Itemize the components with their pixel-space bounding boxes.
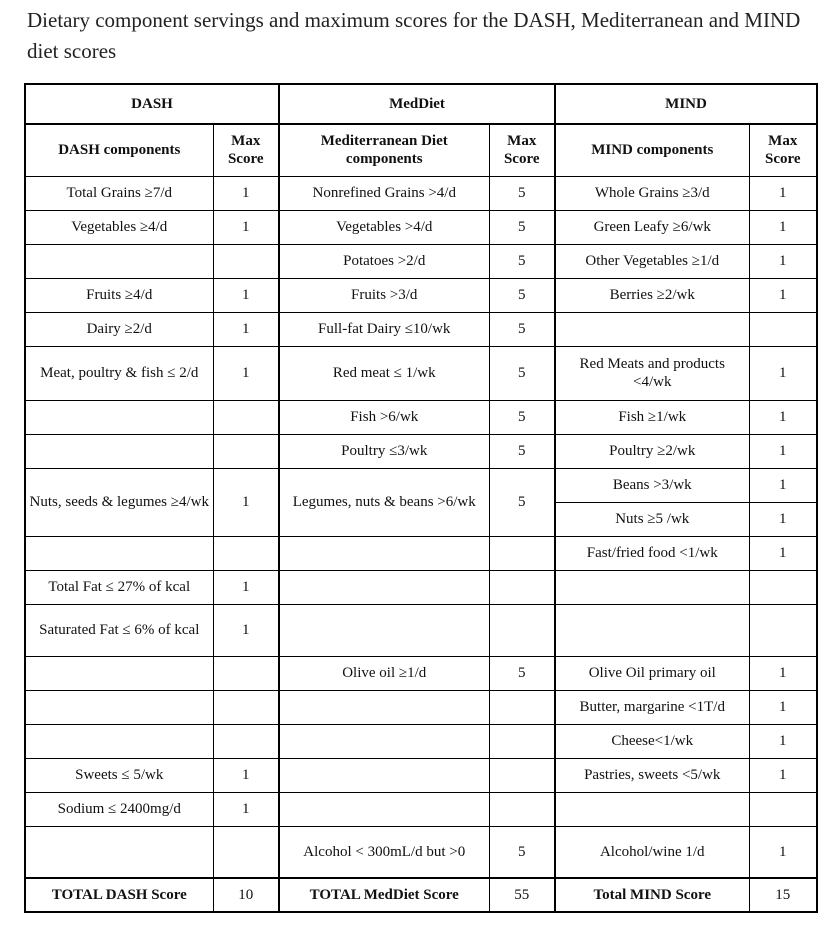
table-row bbox=[25, 400, 817, 434]
med-component bbox=[279, 724, 489, 758]
total-med-value: 55 bbox=[489, 878, 555, 912]
mind-max-score: 1 bbox=[749, 656, 817, 690]
dash-max-score bbox=[213, 724, 279, 758]
med-max-score-header: Max Score bbox=[489, 124, 555, 176]
med-max-score: 5 bbox=[489, 826, 555, 878]
table-row bbox=[25, 244, 817, 278]
mind-max-score: 1 bbox=[749, 758, 817, 792]
dash-max-score: 1 bbox=[213, 210, 279, 244]
med-component: Full-fat Dairy ≤10/wk bbox=[279, 312, 489, 346]
dash-component bbox=[25, 724, 213, 758]
med-max-score bbox=[489, 792, 555, 826]
med-component: Nonrefined Grains >4/d bbox=[279, 176, 489, 210]
med-max-score bbox=[489, 690, 555, 724]
dash-max-score: 1 bbox=[213, 604, 279, 656]
med-max-score: 5 bbox=[489, 346, 555, 400]
med-component bbox=[279, 792, 489, 826]
dash-component: Saturated Fat ≤ 6% of kcal bbox=[25, 604, 213, 656]
mind-component: Alcohol/wine 1/d bbox=[555, 826, 749, 878]
mind-component: Nuts ≥5 /wk bbox=[555, 502, 749, 536]
total-med-label: TOTAL MedDiet Score bbox=[279, 878, 489, 912]
dash-max-score bbox=[213, 536, 279, 570]
table-row bbox=[25, 210, 817, 244]
column-header-row bbox=[25, 124, 817, 176]
dash-components-header: DASH components bbox=[25, 124, 213, 176]
dash-max-score: 1 bbox=[213, 346, 279, 400]
mind-component bbox=[555, 604, 749, 656]
mind-component: Whole Grains ≥3/d bbox=[555, 176, 749, 210]
med-max-score: 5 bbox=[489, 176, 555, 210]
med-component bbox=[279, 570, 489, 604]
mind-component: Other Vegetables ≥1/d bbox=[555, 244, 749, 278]
mind-component: Pastries, sweets <5/wk bbox=[555, 758, 749, 792]
med-component: Potatoes >2/d bbox=[279, 244, 489, 278]
med-components-header: Mediterranean Diet components bbox=[279, 124, 489, 176]
dash-max-score: 1 bbox=[213, 176, 279, 210]
table-row bbox=[25, 278, 817, 312]
mind-component: Cheese<1/wk bbox=[555, 724, 749, 758]
mind-max-score bbox=[749, 604, 817, 656]
mind-max-score: 1 bbox=[749, 724, 817, 758]
mind-max-score: 1 bbox=[749, 690, 817, 724]
dash-max-score bbox=[213, 826, 279, 878]
mind-max-score bbox=[749, 570, 817, 604]
dash-max-score bbox=[213, 656, 279, 690]
mind-component: Red Meats and products <4/wk bbox=[555, 346, 749, 400]
table-row bbox=[25, 690, 817, 724]
mind-component: Fast/fried food <1/wk bbox=[555, 536, 749, 570]
mind-max-score: 1 bbox=[749, 400, 817, 434]
med-max-score: 5 bbox=[489, 312, 555, 346]
diet-scores-table bbox=[24, 83, 818, 913]
mind-max-score: 1 bbox=[749, 210, 817, 244]
med-max-score bbox=[489, 758, 555, 792]
mind-max-score: 1 bbox=[749, 502, 817, 536]
mind-component bbox=[555, 570, 749, 604]
dash-max-score-header: Max Score bbox=[213, 124, 279, 176]
table-row bbox=[25, 312, 817, 346]
dash-component: Total Fat ≤ 27% of kcal bbox=[25, 570, 213, 604]
med-max-score: 5 bbox=[489, 434, 555, 468]
mind-component: Olive Oil primary oil bbox=[555, 656, 749, 690]
table-row bbox=[25, 346, 817, 400]
group-header-mind: MIND bbox=[555, 84, 817, 124]
dash-max-score: 1 bbox=[213, 312, 279, 346]
mind-component: Butter, margarine <1T/d bbox=[555, 690, 749, 724]
dash-component: Meat, poultry & fish ≤ 2/d bbox=[25, 346, 213, 400]
med-max-score bbox=[489, 724, 555, 758]
table-row bbox=[25, 604, 817, 656]
mind-component bbox=[555, 312, 749, 346]
table-row bbox=[25, 176, 817, 210]
mind-max-score bbox=[749, 312, 817, 346]
dash-component bbox=[25, 690, 213, 724]
med-component: Fish >6/wk bbox=[279, 400, 489, 434]
mind-max-score: 1 bbox=[749, 278, 817, 312]
mind-component: Fish ≥1/wk bbox=[555, 400, 749, 434]
table-row bbox=[25, 570, 817, 604]
med-max-score: 5 bbox=[489, 400, 555, 434]
dash-component: Total Grains ≥7/d bbox=[25, 176, 213, 210]
dash-component bbox=[25, 434, 213, 468]
total-dash-value: 10 bbox=[213, 878, 279, 912]
table-row bbox=[25, 758, 817, 792]
med-component bbox=[279, 604, 489, 656]
mind-component: Beans >3/wk bbox=[555, 468, 749, 502]
med-component bbox=[279, 690, 489, 724]
group-header-dash: DASH bbox=[25, 84, 279, 124]
dash-component bbox=[25, 826, 213, 878]
med-component: Fruits >3/d bbox=[279, 278, 489, 312]
med-max-score bbox=[489, 570, 555, 604]
table-caption: Dietary component servings and maximum scores for the DASH, Mediterranean and MIND diet scores bbox=[27, 8, 801, 63]
group-header-row bbox=[25, 84, 817, 124]
med-component: Legumes, nuts & beans >6/wk bbox=[279, 468, 489, 536]
mind-component: Poultry ≥2/wk bbox=[555, 434, 749, 468]
dash-component: Nuts, seeds & legumes ≥4/wk bbox=[25, 468, 213, 536]
mind-max-score: 1 bbox=[749, 244, 817, 278]
med-max-score: 5 bbox=[489, 210, 555, 244]
med-component: Olive oil ≥1/d bbox=[279, 656, 489, 690]
mind-component: Green Leafy ≥6/wk bbox=[555, 210, 749, 244]
dash-component bbox=[25, 400, 213, 434]
dash-component: Dairy ≥2/d bbox=[25, 312, 213, 346]
dash-component: Sweets ≤ 5/wk bbox=[25, 758, 213, 792]
med-max-score: 5 bbox=[489, 468, 555, 536]
mind-max-score: 1 bbox=[749, 536, 817, 570]
med-max-score bbox=[489, 604, 555, 656]
total-mind-label: Total MIND Score bbox=[555, 878, 749, 912]
med-component bbox=[279, 758, 489, 792]
dash-component bbox=[25, 244, 213, 278]
dash-component bbox=[25, 656, 213, 690]
dash-component: Sodium ≤ 2400mg/d bbox=[25, 792, 213, 826]
mind-max-score: 1 bbox=[749, 176, 817, 210]
dash-max-score: 1 bbox=[213, 468, 279, 536]
mind-component bbox=[555, 792, 749, 826]
mind-max-score-header: Max Score bbox=[749, 124, 817, 176]
dash-max-score bbox=[213, 690, 279, 724]
med-max-score: 5 bbox=[489, 278, 555, 312]
dash-max-score: 1 bbox=[213, 792, 279, 826]
total-dash-label: TOTAL DASH Score bbox=[25, 878, 213, 912]
med-max-score: 5 bbox=[489, 656, 555, 690]
table-row bbox=[25, 792, 817, 826]
med-component: Vegetables >4/d bbox=[279, 210, 489, 244]
dash-component: Fruits ≥4/d bbox=[25, 278, 213, 312]
med-component bbox=[279, 536, 489, 570]
table-row bbox=[25, 826, 817, 878]
mind-components-header: MIND components bbox=[555, 124, 749, 176]
dash-component: Vegetables ≥4/d bbox=[25, 210, 213, 244]
total-mind-value: 15 bbox=[749, 878, 817, 912]
table-row bbox=[25, 656, 817, 690]
group-header-meddiet: MedDiet bbox=[279, 84, 555, 124]
med-component: Red meat ≤ 1/wk bbox=[279, 346, 489, 400]
mind-max-score: 1 bbox=[749, 346, 817, 400]
mind-max-score: 1 bbox=[749, 434, 817, 468]
mind-max-score: 1 bbox=[749, 468, 817, 502]
dash-max-score bbox=[213, 400, 279, 434]
dash-max-score: 1 bbox=[213, 278, 279, 312]
table-row bbox=[25, 468, 817, 502]
table-row bbox=[25, 536, 817, 570]
med-max-score bbox=[489, 536, 555, 570]
dash-component bbox=[25, 536, 213, 570]
table-row bbox=[25, 724, 817, 758]
mind-component: Berries ≥2/wk bbox=[555, 278, 749, 312]
med-component: Alcohol < 300mL/d but >0 bbox=[279, 826, 489, 878]
totals-row bbox=[25, 878, 817, 912]
dash-max-score bbox=[213, 434, 279, 468]
med-max-score: 5 bbox=[489, 244, 555, 278]
mind-max-score bbox=[749, 792, 817, 826]
mind-max-score: 1 bbox=[749, 826, 817, 878]
table-row bbox=[25, 434, 817, 468]
dash-max-score bbox=[213, 244, 279, 278]
dash-max-score: 1 bbox=[213, 570, 279, 604]
dash-max-score: 1 bbox=[213, 758, 279, 792]
med-component: Poultry ≤3/wk bbox=[279, 434, 489, 468]
